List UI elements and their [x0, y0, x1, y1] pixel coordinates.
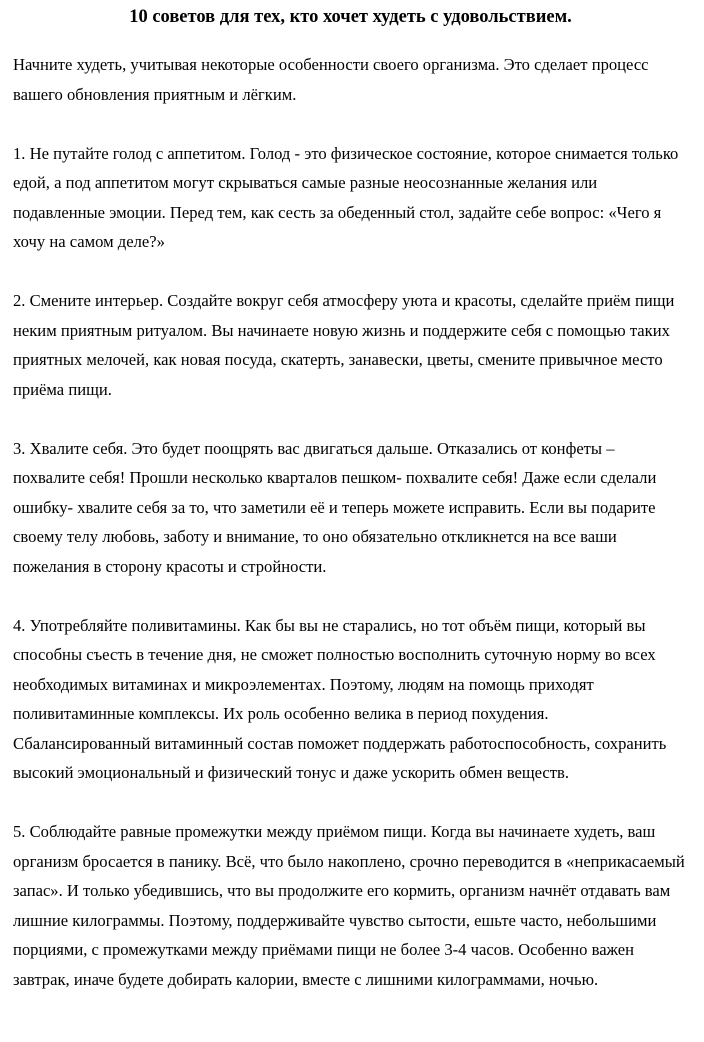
document-title: 10 советов для тех, кто хочет худеть с удовольствием.: [129, 7, 572, 27]
intro-paragraph: Начните худеть, учитывая некоторые особенности своего организма. Это сделает процесс вашего обновления приятным и лёгким.: [13, 55, 649, 104]
tip-2-paragraph: 2. Смените интерьер. Создайте вокруг себя атмосферу уюта и красоты, сделайте приём пищи неким приятным ритуалом. Вы начинаете новую жизнь и поддержите себя с помощью таких приятных мелочей, как новая посуда, скатерть, занавески, цветы, смените привычное место приёма пищи.: [13, 291, 675, 399]
tip-4-paragraph: 4. Употребляйте поливитамины. Как бы вы не старались, но тот объём пищи, который вы способны съесть в течение дня, не сможет полностью восполнить суточную норму во всех необходимых витаминах и микроэлементах. Поэтому, людям на помощь приходят поливитаминные комплексы. Их роль особенно велика в период похудения. Сбалансированный витаминный состав поможет поддержать работоспособность, сохранить высокий эмоциональный и физический тонус и даже ускорить обмен веществ.: [13, 615, 667, 782]
tip-5-paragraph: 5. Соблюдайте равные промежутки между приёмом пищи. Когда вы начинаете худеть, ваш организм бросается в панику. Всё, что было накоплено, срочно переводится в «неприкасаемый запас». И только убедившись, что вы продолжите его кормить, организм начнёт отдавать вам лишние килограммы. Поэтому, поддерживайте чувство сытости, ешьте часто, небольшими порциями, с промежутками между приёмами пищи не более 3-4 часов. Особенно важен завтрак, иначе будете добирать калории, вместе с лишними килограммами, ночью.: [13, 822, 685, 989]
tip-1-paragraph: 1. Не путайте голод с аппетитом. Голод - это физическое состояние, которое снимается только едой, а под аппетитом могут скрываться самые разные неосознанные желания или подавленные эмоции. Перед тем, как сесть за обеденный стол, задайте себе вопрос: «Чего я хочу на самом деле?»: [13, 143, 679, 251]
tip-3-paragraph: 3. Хвалите себя. Это будет поощрять вас двигаться дальше. Отказались от конфеты – похвалите себя! Прошли несколько кварталов пешком- похвалите себя! Даже если сделали ошибку- хвалите себя за то, что заметили её и теперь можете исправить. Если вы подарите своему телу любовь, заботу и внимание, то оно обязательно откликнется на все ваши пожелания в сторону красоты и стройности.: [13, 438, 657, 576]
